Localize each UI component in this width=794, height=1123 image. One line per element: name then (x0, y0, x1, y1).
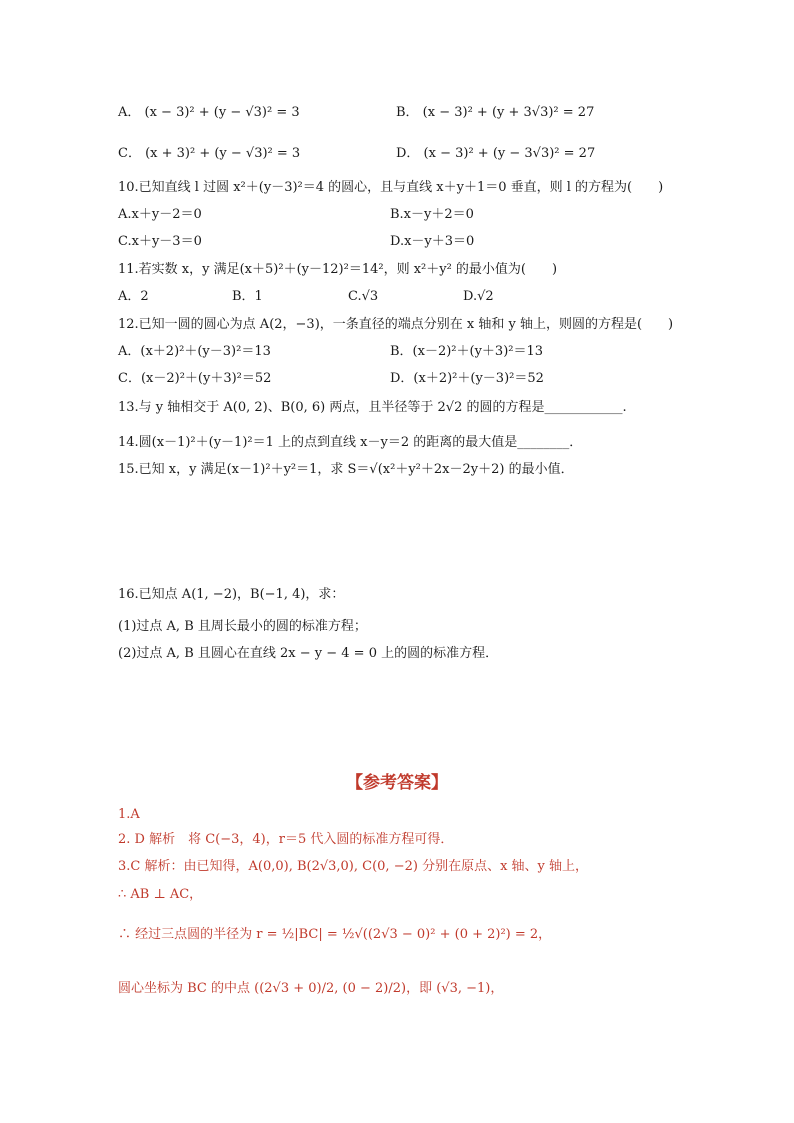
q10-option-c: C.x＋y－3＝0 (118, 234, 202, 249)
q10-option-b: B.x－y＋2＝0 (390, 207, 474, 222)
q9-option-c: C． (x + 3)² + (y − √3)² = 3 (118, 146, 301, 161)
q16-stem: 16.已知点 A(1, −2)，B(−1, 4)，求： (118, 587, 345, 602)
q10-stem: 10.已知直线 l 过圆 x²＋(y－3)²＝4 的圆心，且与直线 x＋y＋1＝0 垂直，则 l 的方程为( ) (118, 180, 664, 195)
q10-option-d: D.x－y＋3＝0 (390, 234, 475, 249)
q11-option-d: D.√2 (463, 289, 494, 304)
q14-text: 14.圆(x－1)²＋(y－1)²＝1 上的点到直线 x－y＝2 的距离的最大值是________． (118, 435, 583, 450)
q10-option-a: A.x＋y－2＝0 (118, 207, 202, 222)
q15-text: 15.已知 x，y 满足(x－1)²＋y²＝1，求 S＝√(x²＋y²＋2x－2y＋2) 的最小值． (118, 462, 574, 477)
q12-option-b: B．(x－2)²＋(y＋3)²＝13 (390, 344, 544, 359)
answer-3: 3.C 解析：由已知得，A(0,0), B(2√3,0), C(0, −2) 分别在原点、x 轴、y 轴上， (118, 859, 589, 874)
answer-2: 2. D 解析 将 C(−3，4)，r＝5 代入圆的标准方程可得． (118, 832, 454, 847)
q16-part1: (1)过点 A, B 且周长最小的圆的标准方程； (118, 619, 367, 634)
q12-stem: 12.已知一圆的圆心为点 A(2，−3)，一条直径的端点分别在 x 轴和 y 轴上，则圆的方程是( ) (118, 317, 674, 332)
answers-title: 【参考答案】 (346, 773, 448, 793)
q12-option-d: D．(x＋2)²＋(y－3)²＝52 (390, 371, 544, 386)
q11-stem: 11.若实数 x，y 满足(x＋5)²＋(y－12)²＝14²，则 x²＋y² 的最小值为( ) (118, 262, 558, 277)
answer-3-line2: ∴ AB ⊥ AC， (118, 887, 203, 902)
q16-part2: (2)过点 A, B 且圆心在直线 2x − y − 4 = 0 上的圆的标准方程． (118, 646, 499, 661)
q9-option-a: A． (x − 3)² + (y − √3)² = 3 (118, 105, 300, 120)
q11-option-a: A．2 (118, 289, 149, 304)
q11-option-c: C.√3 (348, 289, 379, 304)
answer-1: 1.A (118, 807, 140, 822)
q11-option-b: B．1 (232, 289, 263, 304)
q9-option-d: D． (x − 3)² + (y − 3√3)² = 27 (396, 146, 596, 161)
q12-option-c: C．(x－2)²＋(y＋3)²＝52 (118, 371, 272, 386)
answer-3-line4: 圆心坐标为 BC 的中点 ((2√3 + 0)/2, (0 − 2)/2)，即 (√3, −1)， (118, 981, 504, 996)
q9-option-b: B． (x − 3)² + (y + 3√3)² = 27 (396, 105, 595, 120)
q13-text: 13.与 y 轴相交于 A(0, 2)、B(0, 6) 两点，且半径等于 2√2 的圆的方程是____________. (118, 400, 627, 415)
answer-3-line3: ∴ 经过三点圆的半径为 r = ½|BC| = ½√((2√3 − 0)² + (0 + 2)²) = 2， (118, 927, 552, 942)
q12-option-a: A．(x＋2)²＋(y－3)²＝13 (118, 344, 271, 359)
